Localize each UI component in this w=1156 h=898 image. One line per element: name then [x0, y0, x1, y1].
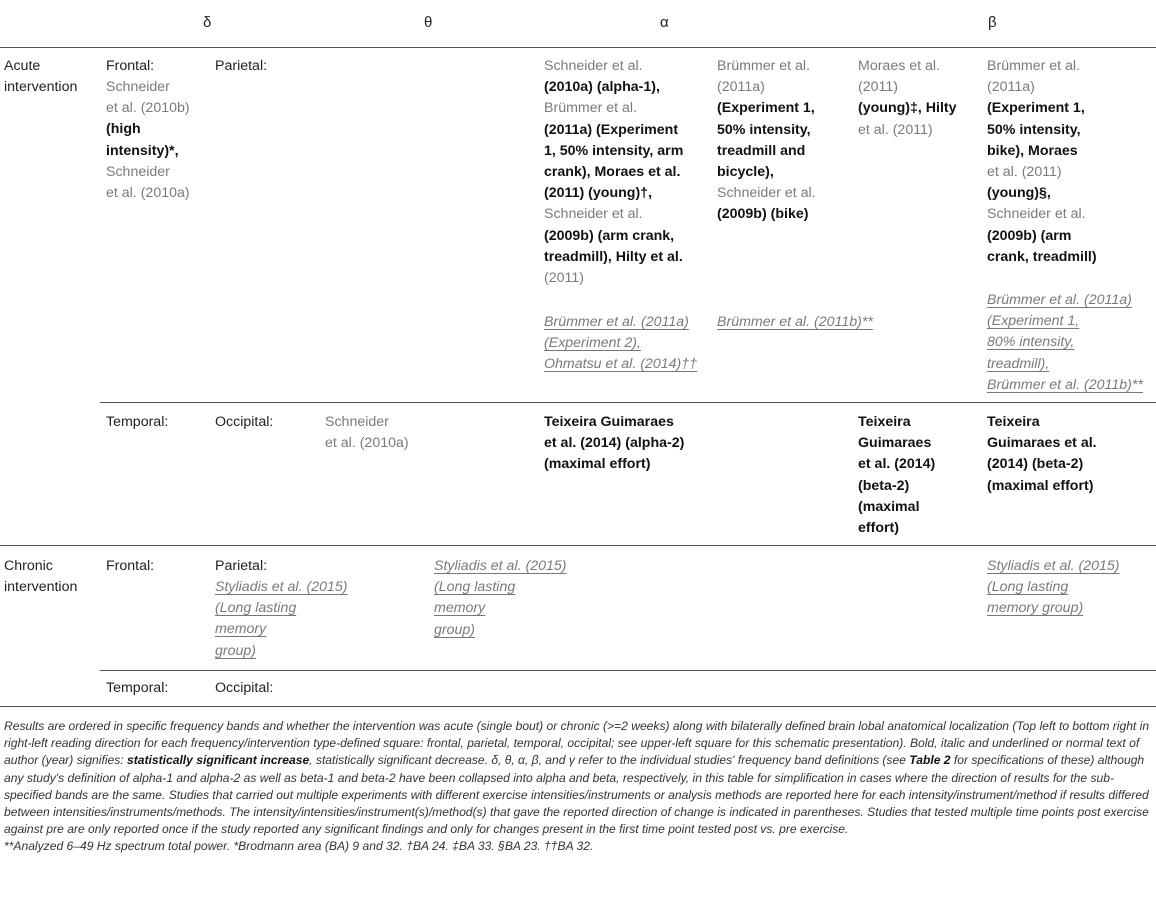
acute-frontal-label: Frontal:: [106, 58, 155, 74]
footnote-table-ref: Table 2: [909, 753, 951, 768]
acute-alpha-frontal-decrease-1: Brümmer et al. (2011a) (Experiment 2), Ohmatsu et al. (2014)††: [544, 314, 697, 373]
chronic-beta-frontal: Styliadis et al. (2015) (Long lasting memory group): [987, 558, 1120, 617]
header-delta: δ: [203, 14, 212, 31]
acute-beta-frontal-increase: Brümmer et al. (2011a) (Experiment 1, 50% intensity, bike), Moraes et al. (2011) (young)§, Schneider et al. (2009b) (arm crank, treadmill): [987, 58, 1097, 265]
top-rule: [0, 47, 1156, 48]
row-label-chronic: Chronic intervention: [4, 558, 78, 596]
acute-theta-occipital: Schneider et al. (2010a): [325, 414, 409, 452]
row-label-acute: Acute intervention: [4, 58, 78, 96]
acute-mid-rule-left: [100, 402, 978, 403]
acute-alpha-frontal-increase-2: Brümmer et al. (2011a) (Experiment 1, 50% intensity, treadmill and bicycle), Schneider et al. (2009b) (bike): [717, 58, 816, 223]
bottom-rule: [0, 706, 1156, 707]
chronic-frontal-label: Frontal:: [106, 558, 155, 574]
header-theta: θ: [424, 14, 433, 31]
acute-chronic-rule: [0, 545, 1156, 546]
acute-alpha-frontal-increase-3: Moraes et al. (2011) (young)‡, Hilty et al. (2011): [858, 58, 957, 138]
acute-beta-occipital: Teixeira Guimaraes et al. (2014) (beta-2) (maximal effort): [987, 414, 1097, 494]
chronic-delta-parietal: Styliadis et al. (2015) (Long lasting memory group): [215, 579, 348, 659]
acute-beta-frontal-decrease: Brümmer et al. (2011a) (Experiment 1, 80% intensity, treadmill), Brümmer et al. (2011b)**: [987, 292, 1143, 393]
acute-alpha-occipital-2: Teixeira Guimaraes et al. (2014) (beta-2) (maximal effort): [858, 414, 936, 537]
footnote-bold-increase: statistically significant increase: [127, 753, 310, 768]
acute-temporal-label: Temporal:: [106, 414, 169, 430]
chronic-parietal-label: Parietal:: [215, 558, 268, 574]
chronic-theta-frontal: Styliadis et al. (2015) (Long lasting memory group): [434, 558, 567, 638]
header-beta: β: [988, 14, 997, 31]
acute-delta-frontal-cell: Schneider et al. (2010b) (high intensity)*, Schneider et al. (2010a): [106, 79, 190, 202]
acute-alpha-occipital: Teixeira Guimaraes et al. (2014) (alpha-2) (maximal effort): [544, 414, 685, 473]
acute-mid-rule-right: [978, 402, 1156, 403]
chronic-mid-rule: [100, 670, 1156, 671]
header-alpha: α: [660, 14, 669, 31]
acute-parietal-label: Parietal:: [215, 58, 268, 74]
acute-occipital-label: Occipital:: [215, 414, 274, 430]
chronic-occipital-label: Occipital:: [215, 680, 274, 696]
acute-alpha-frontal-decrease-2: Brümmer et al. (2011b)**: [717, 314, 873, 330]
acute-alpha-frontal-increase-1: Schneider et al. (2010a) (alpha-1), Brümmer et al. (2011a) (Experiment 1, 50% intensity, arm crank), Moraes et al. (2011) (young)†, Schneider et al. (2009b) (arm crank, treadmill), Hilty et al. (2011): [544, 58, 684, 287]
chronic-temporal-label: Temporal:: [106, 680, 169, 696]
table-footnote: Results are ordered in specific frequency bands and whether the intervention was acute (single bout) or chronic (>=2 weeks) along with bilaterally defined brain lobal anatomical localization (Top left to bottom right in right-left reading direction for each frequency/intervention type-defined square: frontal, parietal, temporal, occipital; see upper-left square for this schematic presentation). Bold, italic and underlined or normal text of author (year) signifies: statistically significant increase, statistically significant decrease. δ, θ, α, β, and γ refer to the individual studies' frequency band definitions (see Table 2 for specifications of these) although any study's definition of alpha-1 and alpha-2 as well as beta-1 and beta-2 have been collapsed into alpha and beta, respectively, in this table for simplification in cases where the direction of results for the sub-specified bands are the same. Studies that carried out multiple experiments with different exercise intensities/instruments or analysis methods are reported here for each intensity/instrument/method if results differed between intensities/instruments/methods. The intensity/intensities/instrument(s)/method(s) that gave the reported direction of change is indicated in parentheses. Studies that tested multiple time points post exercise against pre are only reported once if the study reported any significant findings and only for changes present in the first time point tested post vs. pre exercise. **Analyzed 6–49 Hz spectrum total power. *Brodmann area (BA) 9 and 32. †BA 24. ‡BA 33. §BA 23. ††BA 32.: [4, 719, 1150, 854]
